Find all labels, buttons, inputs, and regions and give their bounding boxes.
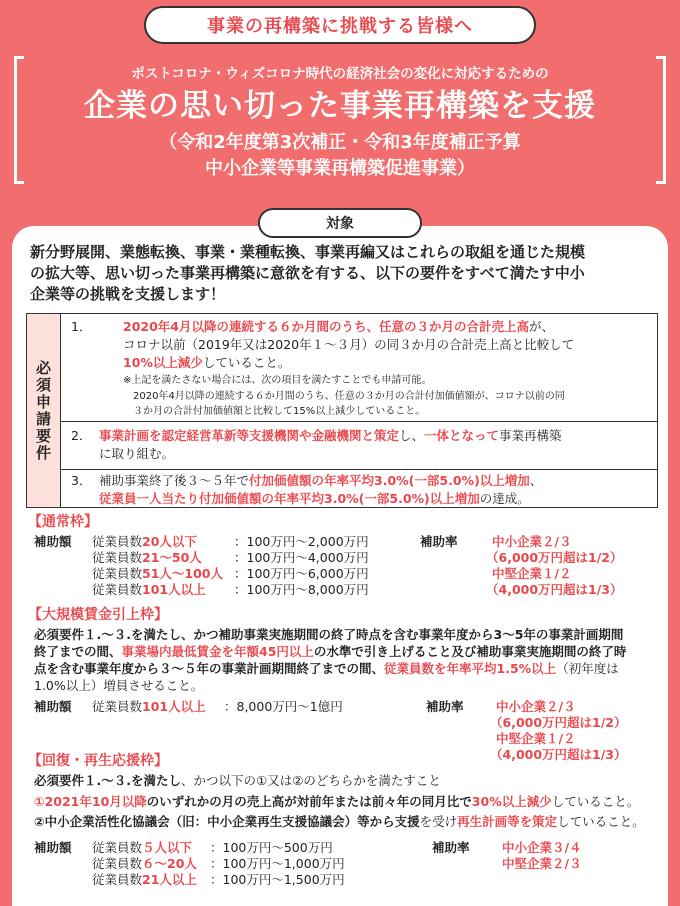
req-number: 1． <box>71 319 92 334</box>
requirement-2 <box>61 422 657 470</box>
requirement-1 <box>61 314 657 422</box>
requirement-3 <box>61 470 657 508</box>
section-title-recovery: 【回復・再生応援枠】 <box>28 753 168 769</box>
intro-text <box>30 242 658 305</box>
intro-line: の拡大等、思い切った事業再構築に意欲を有する、以下の要件をすべて満たす中小 <box>30 264 585 282</box>
req3-line2: 従業員一人当たり付加価値額の年率平均3.0%(一部5.0%)以上増加の達成。 <box>99 491 530 506</box>
recovery-amount-row: 従業員数５人以下 <box>92 840 193 855</box>
wage-rate: （4,000万円超は1/3） <box>490 747 627 762</box>
normal-amount-value: ：100万円～8,000万円 <box>234 582 369 597</box>
intro-line: 企業等の挑戦を支援します！ <box>30 285 226 303</box>
recovery-amount-value: ：100万円～500万円 <box>210 840 333 855</box>
recovery-amount-label: 補助額 <box>34 840 72 855</box>
wage-text-line3: 点を含む事業年度から３～５年の事業計画期間終了までの間、従業員数を年率平均1.5%以上（初年度は <box>34 661 619 676</box>
headline-block <box>0 56 680 196</box>
audience-badge: 事業の再構築に挑戦する皆様へ <box>144 6 536 44</box>
wage-rate: 中堅企業１/２ <box>496 731 576 746</box>
wage-text-line4: 1.0%以上）増員させること。 <box>34 678 204 693</box>
section-title-normal: 【通常枠】 <box>28 514 98 530</box>
req-number: 3． <box>71 473 92 488</box>
headline-sub: ポストコロナ・ウィズコロナ時代の経済社会の変化に対応するための <box>131 66 549 82</box>
normal-amount-value: ：100万円～2,000万円 <box>234 534 369 549</box>
recovery-amount-value: ：100万円～1,000万円 <box>210 856 345 871</box>
wage-rate: （6,000万円超は1/2） <box>490 715 627 730</box>
normal-amount-row: 従業員数51人～100人 <box>92 566 224 581</box>
side-label-text: 必須申請要件 <box>34 359 52 462</box>
recovery-rate: 中堅企業２/３ <box>502 856 582 871</box>
normal-rate: 中小企業２/３ <box>492 534 572 549</box>
req2-line2: に取り組む。 <box>99 446 175 461</box>
wage-rate-label: 補助率 <box>426 699 464 714</box>
requirements-box <box>26 313 658 508</box>
wage-amount-row: 従業員数101人以上 <box>92 699 206 714</box>
recovery-text-line3: ②中小企業活性化協議会（旧：中小企業再生支援協議会）等から支援を受け再生計画等を策定していること。 <box>34 814 645 829</box>
requirements-side-label <box>27 314 61 507</box>
normal-amount-row: 従業員数20人以下 <box>92 534 197 549</box>
normal-rate: 中堅企業１/２ <box>492 566 572 581</box>
recovery-amount-row: 従業員数６～20人 <box>92 856 197 871</box>
req1-line2: コロナ以前（2019年又は2020年１～３月）の同３か月の合計売上高と比較して <box>123 337 575 352</box>
recovery-amount-row: 従業員数21人以上 <box>92 872 197 887</box>
normal-amount-value: ：100万円～6,000万円 <box>234 566 369 581</box>
recovery-rate-label: 補助率 <box>432 840 470 855</box>
wage-text-line1: 必須要件１.～３.を満たし、かつ補助事業実施期間の終了時点を含む事業年度から3～5年の事業計画期間 <box>34 627 624 642</box>
normal-rate: （6,000万円超は1/2） <box>486 550 623 565</box>
intro-line: 新分野展開、業態転換、事業・業種転換、事業再編又はこれらの取組を通じた規模 <box>30 243 586 261</box>
headline-budget: （令和2年度第3次補正・令和3年度補正予算 <box>159 132 521 153</box>
section-title-wage: 【大規模賃金引上枠】 <box>28 607 168 623</box>
recovery-amount-value: ：100万円～1,500万円 <box>210 872 345 887</box>
req-number: 2． <box>71 428 92 443</box>
normal-amount-label: 補助額 <box>34 534 72 549</box>
headline-program: 中小企業等事業再構築促進事業） <box>205 158 475 179</box>
recovery-text-line2: ①2021年10月以降のいずれかの月の売上高が対前年または前々年の同月比で30%以上減少していること。 <box>34 794 640 809</box>
req1-line1: 2020年4月以降の連続する６か月間のうち、任意の３か月の合計売上高が、 <box>123 319 555 334</box>
req2-line1: 事業計画を認定経営革新等支援機関や金融機関と策定し、一体となって事業再構築 <box>99 428 562 443</box>
target-tab: 対象 <box>258 208 422 238</box>
req1-line3: 10%以上減少していること。 <box>123 355 291 370</box>
req3-line1: 補助事業終了後３～５年で付加価値額の年率平均3.0%(一部5.0%)以上増加、 <box>99 473 543 488</box>
wage-amount-label: 補助額 <box>34 699 72 714</box>
normal-amount-value: ：100万円～4,000万円 <box>234 550 369 565</box>
req1-note1: ※上記を満たさない場合には、次の項目を満たすことでも申請可能。 <box>123 375 432 386</box>
normal-rate-label: 補助率 <box>420 534 458 549</box>
normal-rate: （4,000万円超は1/3） <box>486 582 623 597</box>
wage-rate: 中小企業２/３ <box>496 699 576 714</box>
req1-note2: 2020年4月以降の連続する６か月間のうち、任意の３か月の合計付加価値額が、コロナ以前の同 <box>133 391 565 402</box>
wage-amount-value: ：8,000万円～1億円 <box>224 699 343 714</box>
recovery-text-line1: 必須要件１.～３.を満たし、かつ以下の①又は②のどちらかを満たすこと <box>34 773 441 788</box>
recovery-rate: 中小企業３/４ <box>502 840 582 855</box>
normal-amount-row: 従業員数21～50人 <box>92 550 202 565</box>
req1-note3: ３か月の合計付加価値額と比較して15%以上減少していること。 <box>133 406 426 417</box>
wage-text-line2: 終了までの間、事業場内最低賃金を年額45円以上の水準で引き上げること及び補助事業実施期間の終了時 <box>34 644 627 659</box>
headline-main: 企業の思い切った事業再構築を支援 <box>84 88 596 124</box>
normal-amount-row: 従業員数101人以上 <box>92 582 206 597</box>
